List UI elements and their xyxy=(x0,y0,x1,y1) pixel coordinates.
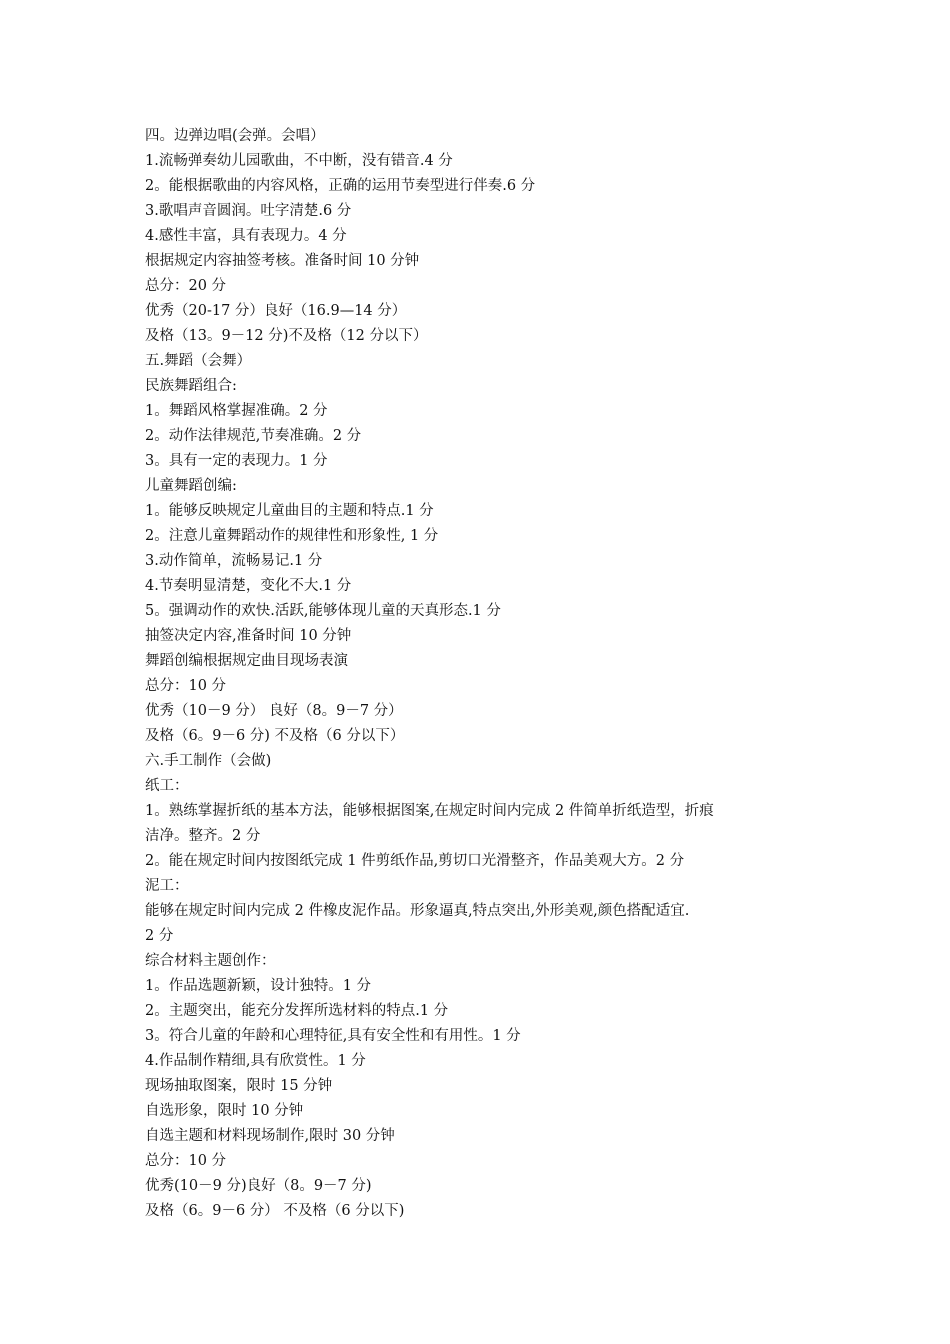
text-line: 4.节奏明显清楚，变化不大.1 分 xyxy=(145,578,352,594)
text-line: 3。符合儿童的年龄和心理特征,具有安全性和有用性。1 分 xyxy=(145,1028,521,1044)
text-line: 六.手工制作（会做) xyxy=(145,753,272,769)
text-line: 2。注意儿童舞蹈动作的规律性和形象性, 1 分 xyxy=(145,528,439,544)
text-line: 民族舞蹈组合: xyxy=(145,378,237,394)
text-line: 2。主题突出，能充分发挥所选材料的特点.1 分 xyxy=(145,1003,449,1019)
text-line: 四。边弹边唱(会弹。会唱） xyxy=(145,128,325,144)
text-line: 优秀（10－9 分） 良好（8。9－7 分） xyxy=(145,703,403,719)
text-line: 2。能根据歌曲的内容风格，正确的运用节奏型进行伴奏.6 分 xyxy=(145,178,536,194)
text-line: 洁净。整齐。2 分 xyxy=(145,828,261,844)
text-line: 自选形象，限时 10 分钟 xyxy=(145,1103,304,1119)
text-line: 1。能够反映规定儿童曲目的主题和特点.1 分 xyxy=(145,503,434,519)
text-line: 及格（6。9－6 分) 不及格（6 分以下） xyxy=(145,728,405,744)
text-line: 总分：10 分 xyxy=(145,678,227,694)
text-line: 自选主题和材料现场制作,限时 30 分钟 xyxy=(145,1128,395,1144)
text-line: 5。强调动作的欢快.活跃,能够体现儿童的天真形态.1 分 xyxy=(145,603,501,619)
text-line: 现场抽取图案，限时 15 分钟 xyxy=(145,1078,333,1094)
document-body xyxy=(145,124,815,1224)
text-line: 及格（13。9－12 分)不及格（12 分以下） xyxy=(145,328,428,344)
text-line: 根据规定内容抽签考核。准备时间 10 分钟 xyxy=(145,253,420,269)
text-line: 儿童舞蹈创编: xyxy=(145,478,237,494)
text-line: 2 分 xyxy=(145,928,174,944)
text-line: 抽签决定内容,准备时间 10 分钟 xyxy=(145,628,352,644)
text-line: 总分：20 分 xyxy=(145,278,227,294)
text-line: 1。熟练掌握折纸的基本方法，能够根据图案,在规定时间内完成 2 件简单折纸造型，折痕 xyxy=(145,803,714,819)
text-line: 1.流畅弹奏幼儿园歌曲，不中断，没有错音.4 分 xyxy=(145,153,453,169)
text-line: 五.舞蹈（会舞） xyxy=(145,353,252,369)
text-line: 3。具有一定的表现力。1 分 xyxy=(145,453,328,469)
text-line: 泥工： xyxy=(145,878,189,894)
text-line: 优秀（20-17 分）良好（16.9—14 分） xyxy=(145,303,407,319)
text-line: 3.歌唱声音圆润。吐字清楚.6 分 xyxy=(145,203,352,219)
text-line: 及格（6。9－6 分） 不及格（6 分以下) xyxy=(145,1203,405,1219)
text-line: 优秀(10－9 分)良好（8。9－7 分) xyxy=(145,1178,372,1194)
text-line: 4.作品制作精细,具有欣赏性。1 分 xyxy=(145,1053,366,1069)
text-line: 纸工： xyxy=(145,778,189,794)
text-line: 1。舞蹈风格掌握准确。2 分 xyxy=(145,403,328,419)
text-line: 舞蹈创编根据规定曲目现场表演 xyxy=(145,653,348,669)
text-line: 4.感性丰富，具有表现力。4 分 xyxy=(145,228,347,244)
text-line: 总分：10 分 xyxy=(145,1153,227,1169)
text-line: 2。能在规定时间内按图纸完成 1 件剪纸作品,剪切口光滑整齐，作品美观大方。2 分 xyxy=(145,853,685,869)
text-line: 2。动作法律规范,节奏准确。2 分 xyxy=(145,428,362,444)
text-line: 能够在规定时间内完成 2 件橡皮泥作品。形象逼真,特点突出,外形美观,颜色搭配适宜. xyxy=(145,903,690,919)
text-line: 1。作品选题新颖，设计独特。1 分 xyxy=(145,978,372,994)
text-line: 综合材料主题创作： xyxy=(145,953,276,969)
text-line: 3.动作简单，流畅易记.1 分 xyxy=(145,553,323,569)
